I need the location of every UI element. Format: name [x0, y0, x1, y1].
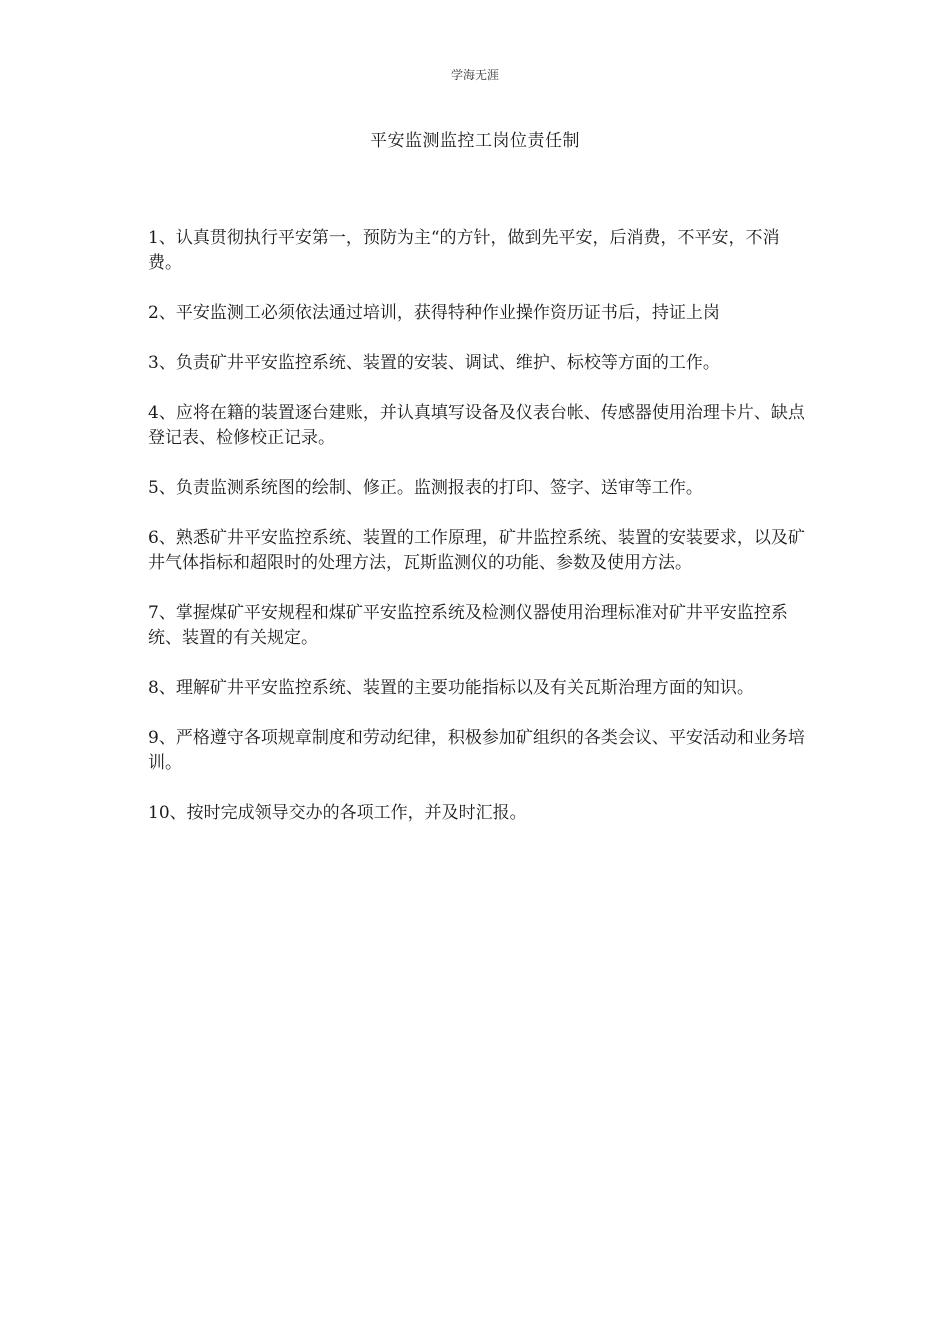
duty-list — [148, 226, 808, 851]
document-title: 平安监测监控工岗位责任制 — [370, 131, 580, 151]
duty-item-2: 2、平安监测工必须依法通过培训，获得特种作业操作资历证书后，持证上岗 — [148, 303, 720, 323]
page-header: 学海无涯 — [450, 68, 499, 82]
duty-item-8: 8、理解矿井平安监控系统、装置的主要功能指标以及有关瓦斯治理方面的知识。 — [148, 678, 754, 698]
duty-item-7: 7、掌握煤矿平安规程和煤矿平安监控系统及检测仪器使用治理标准对矿井平安监控系统、装置的有关规定。 — [148, 603, 788, 648]
duty-item-10: 10、按时完成领导交办的各项工作，并及时汇报。 — [148, 803, 527, 823]
duty-item-5: 5、负责监测系统图的绘制、修正。监测报表的打印、签字、送审等工作。 — [148, 478, 703, 498]
duty-item-9: 9、严格遵守各项规章制度和劳动纪律，积极参加矿组织的各类会议、平安活动和业务培训。 — [148, 728, 805, 773]
duty-item-6: 6、熟悉矿井平安监控系统、装置的工作原理，矿井监控系统、装置的安装要求，以及矿井气体指标和超限时的处理方法，瓦斯监测仪的功能、参数及使用方法。 — [148, 528, 805, 573]
duty-item-4: 4、应将在籍的装置逐台建账，并认真填写设备及仪表台帐、传感器使用治理卡片、缺点登记表、检修校正记录。 — [148, 403, 805, 448]
duty-item-1: 1、认真贯彻执行平安第一，预防为主“的方针，做到先平安，后消费，不平安，不消费。 — [148, 228, 780, 273]
duty-item-3: 3、负责矿井平安监控系统、装置的安装、调试、维护、标校等方面的工作。 — [148, 353, 720, 373]
